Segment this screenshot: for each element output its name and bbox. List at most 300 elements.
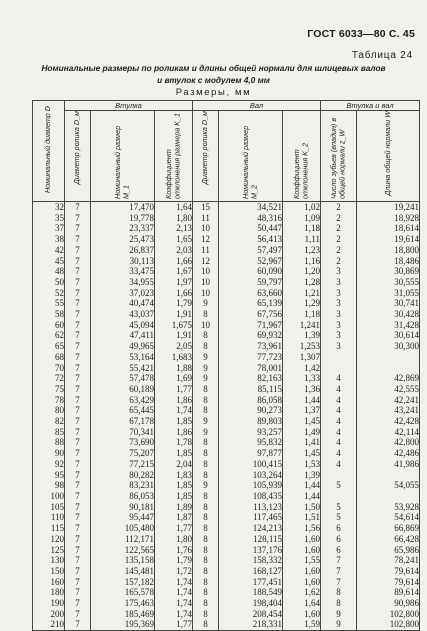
cell-normal-length: 18,486 <box>357 256 420 267</box>
cell-teeth-count: 4 <box>321 459 357 470</box>
cell-nominal-size-bushing: 33,475 <box>91 266 155 277</box>
cell-nominal-size-bushing: 135,158 <box>91 555 155 566</box>
cell-roller-diameter-bushing: 7 <box>65 309 91 320</box>
cell-nominal-size-shaft: 108,435 <box>219 491 283 502</box>
cell-nominal-diameter: 100 <box>33 491 65 502</box>
cell-nominal-diameter: 82 <box>33 416 65 427</box>
cell-coef-shaft: 1,60 <box>283 545 321 556</box>
cell-roller-diameter-shaft: 10 <box>193 320 219 331</box>
cell-roller-diameter-shaft: 8 <box>193 330 219 341</box>
cell-roller-diameter-shaft: 8 <box>193 384 219 395</box>
cell-nominal-diameter: 48 <box>33 266 65 277</box>
cell-nominal-size-shaft: 93,257 <box>219 427 283 438</box>
cell-coef-shaft: 1,20 <box>283 266 321 277</box>
cell-coef-shaft: 1,60 <box>283 534 321 545</box>
cell-nominal-diameter: 95 <box>33 470 65 481</box>
cell-coef-shaft: 1,56 <box>283 523 321 534</box>
cell-coef-shaft: 1,21 <box>283 288 321 299</box>
cell-roller-diameter-shaft: 8 <box>193 341 219 352</box>
cell-roller-diameter-bushing: 7 <box>65 577 91 588</box>
cell-nominal-size-bushing: 49,965 <box>91 341 155 352</box>
cell-teeth-count: 3 <box>321 298 357 309</box>
cell-coef-shaft: 1,55 <box>283 555 321 566</box>
cell-roller-diameter-bushing: 7 <box>65 470 91 481</box>
cell-roller-diameter-shaft: 11 <box>193 245 219 256</box>
cell-roller-diameter-shaft: 9 <box>193 298 219 309</box>
cell-roller-diameter-bushing: 7 <box>65 480 91 491</box>
cell-coef-bushing: 1,79 <box>155 298 193 309</box>
cell-coef-bushing: 1,78 <box>155 437 193 448</box>
cell-coef-shaft: 1,28 <box>283 277 321 288</box>
cell-normal-length: 79,614 <box>357 566 420 577</box>
cell-roller-diameter-shaft: 8 <box>193 470 219 481</box>
cell-nominal-size-bushing: 57,478 <box>91 373 155 384</box>
cell-coef-shaft: 1,18 <box>283 309 321 320</box>
cell-teeth-count: 5 <box>321 512 357 523</box>
cell-roller-diameter-shaft: 8 <box>193 619 219 630</box>
cell-coef-shaft: 1,02 <box>283 202 321 213</box>
cell-nominal-size-shaft: 103,264 <box>219 470 283 481</box>
cell-normal-length: 31,428 <box>357 320 420 331</box>
cell-normal-length: 30,428 <box>357 309 420 320</box>
cell-coef-bushing: 1,77 <box>155 523 193 534</box>
cell-normal-length: 30,741 <box>357 298 420 309</box>
table-row <box>33 223 420 234</box>
cell-roller-diameter-bushing: 7 <box>65 341 91 352</box>
cell-normal-length: 19,241 <box>357 202 420 213</box>
cell-roller-diameter-bushing: 7 <box>65 373 91 384</box>
cell-nominal-size-bushing: 26,837 <box>91 245 155 256</box>
cell-coef-bushing: 1,66 <box>155 256 193 267</box>
cell-normal-length: 78,241 <box>357 555 420 566</box>
cell-coef-bushing: 1,89 <box>155 502 193 513</box>
cell-coef-shaft: 1,29 <box>283 298 321 309</box>
cell-nominal-size-shaft: 63,660 <box>219 288 283 299</box>
cell-roller-diameter-bushing: 7 <box>65 523 91 534</box>
cell-roller-diameter-bushing: 7 <box>65 256 91 267</box>
cell-teeth-count: 9 <box>321 609 357 620</box>
cell-normal-length: 18,928 <box>357 213 420 224</box>
cell-teeth-count: 3 <box>321 330 357 341</box>
cell-teeth-count: 2 <box>321 234 357 245</box>
cell-normal-length: 102,800 <box>357 609 420 620</box>
table-body <box>33 202 420 631</box>
cell-teeth-count <box>321 491 357 502</box>
table-row <box>33 373 420 384</box>
cell-coef-shaft: 1,36 <box>283 384 321 395</box>
cell-nominal-size-shaft: 168,127 <box>219 566 283 577</box>
cell-normal-length <box>357 470 420 481</box>
cell-coef-shaft: 1,49 <box>283 427 321 438</box>
table-row <box>33 480 420 491</box>
cell-nominal-diameter: 37 <box>33 223 65 234</box>
page-header: ГОСТ 6033—80 С. 45 <box>307 28 415 40</box>
cell-normal-length: 89,614 <box>357 587 420 598</box>
cell-normal-length <box>357 352 420 363</box>
cell-normal-length: 30,614 <box>357 330 420 341</box>
table-row <box>33 534 420 545</box>
cell-normal-length: 54,055 <box>357 480 420 491</box>
cell-nominal-diameter: 105 <box>33 502 65 513</box>
cell-roller-diameter-shaft: 8 <box>193 395 219 406</box>
cell-coef-bushing: 1,76 <box>155 545 193 556</box>
cell-nominal-size-bushing: 37,023 <box>91 288 155 299</box>
cell-nominal-size-bushing: 40,474 <box>91 298 155 309</box>
cell-nominal-size-bushing: 175,463 <box>91 598 155 609</box>
cell-roller-diameter-bushing: 7 <box>65 320 91 331</box>
cell-coef-bushing: 1,675 <box>155 320 193 331</box>
table-row <box>33 619 420 630</box>
cell-coef-shaft: 1,16 <box>283 256 321 267</box>
cell-nominal-size-shaft: 158,332 <box>219 555 283 566</box>
cell-coef-shaft: 1,18 <box>283 223 321 234</box>
cell-nominal-size-shaft: 177,451 <box>219 577 283 588</box>
header-coef-bushing: Коэффициент отклонения размера K_1 <box>155 111 193 202</box>
cell-teeth-count: 2 <box>321 256 357 267</box>
table-row <box>33 277 420 288</box>
cell-nominal-size-shaft: 90,273 <box>219 405 283 416</box>
cell-nominal-size-shaft: 86,058 <box>219 395 283 406</box>
cell-roller-diameter-bushing: 7 <box>65 288 91 299</box>
header-nominal-size-shaft: Номинальный размер M_2 <box>219 111 283 202</box>
cell-coef-bushing: 1,74 <box>155 577 193 588</box>
cell-coef-shaft: 1,253 <box>283 341 321 352</box>
cell-nominal-diameter: 42 <box>33 245 65 256</box>
cell-normal-length: 41,986 <box>357 459 420 470</box>
cell-roller-diameter-bushing: 7 <box>65 555 91 566</box>
cell-nominal-diameter: 110 <box>33 512 65 523</box>
cell-coef-bushing: 1,88 <box>155 363 193 374</box>
cell-nominal-diameter: 115 <box>33 523 65 534</box>
cell-roller-diameter-shaft: 15 <box>193 202 219 213</box>
cell-nominal-size-shaft: 56,413 <box>219 234 283 245</box>
cell-coef-bushing: 1,85 <box>155 448 193 459</box>
cell-nominal-size-bushing: 60,189 <box>91 384 155 395</box>
cell-roller-diameter-shaft: 8 <box>193 545 219 556</box>
cell-teeth-count: 7 <box>321 577 357 588</box>
cell-roller-diameter-shaft: 10 <box>193 266 219 277</box>
cell-teeth-count: 3 <box>321 341 357 352</box>
cell-nominal-diameter: 70 <box>33 363 65 374</box>
table-row <box>33 395 420 406</box>
cell-nominal-size-bushing: 55,421 <box>91 363 155 374</box>
table-row <box>33 234 420 245</box>
cell-nominal-diameter: 52 <box>33 288 65 299</box>
cell-roller-diameter-shaft: 9 <box>193 427 219 438</box>
table-row <box>33 598 420 609</box>
cell-nominal-size-shaft: 113,123 <box>219 502 283 513</box>
cell-nominal-size-bushing: 73,690 <box>91 437 155 448</box>
cell-roller-diameter-bushing: 7 <box>65 277 91 288</box>
cell-coef-bushing: 1,83 <box>155 470 193 481</box>
table-row <box>33 609 420 620</box>
cell-roller-diameter-shaft: 8 <box>193 523 219 534</box>
table-row <box>33 309 420 320</box>
cell-nominal-size-bushing: 90,181 <box>91 502 155 513</box>
cell-nominal-size-shaft: 67,756 <box>219 309 283 320</box>
cell-normal-length: 18,800 <box>357 245 420 256</box>
cell-nominal-diameter: 62 <box>33 330 65 341</box>
cell-coef-bushing: 1,91 <box>155 309 193 320</box>
cell-nominal-size-bushing: 185,469 <box>91 609 155 620</box>
cell-roller-diameter-bushing: 7 <box>65 352 91 363</box>
cell-roller-diameter-shaft: 9 <box>193 363 219 374</box>
cell-coef-shaft: 1,64 <box>283 598 321 609</box>
cell-roller-diameter-shaft: 8 <box>193 598 219 609</box>
cell-roller-diameter-shaft: 9 <box>193 480 219 491</box>
cell-nominal-size-bushing: 83,231 <box>91 480 155 491</box>
cell-nominal-size-shaft: 73,961 <box>219 341 283 352</box>
cell-roller-diameter-bushing: 7 <box>65 416 91 427</box>
cell-nominal-diameter: 150 <box>33 566 65 577</box>
cell-nominal-size-bushing: 95,447 <box>91 512 155 523</box>
cell-roller-diameter-shaft: 10 <box>193 223 219 234</box>
cell-coef-shaft: 1,62 <box>283 587 321 598</box>
cell-nominal-diameter: 55 <box>33 298 65 309</box>
cell-coef-bushing: 1,64 <box>155 202 193 213</box>
table-caption <box>8 62 419 86</box>
cell-coef-shaft: 1,11 <box>283 234 321 245</box>
cell-coef-shaft: 1,51 <box>283 512 321 523</box>
table-row <box>33 363 420 374</box>
cell-nominal-size-bushing: 75,207 <box>91 448 155 459</box>
cell-coef-shaft: 1,44 <box>283 395 321 406</box>
cell-coef-shaft: 1,42 <box>283 363 321 374</box>
cell-roller-diameter-bushing: 7 <box>65 384 91 395</box>
cell-nominal-diameter: 58 <box>33 309 65 320</box>
cell-teeth-count: 6 <box>321 534 357 545</box>
cell-coef-bushing: 1,65 <box>155 234 193 245</box>
cell-normal-length: 79,614 <box>357 577 420 588</box>
table-row <box>33 405 420 416</box>
cell-nominal-size-shaft: 198,404 <box>219 598 283 609</box>
cell-roller-diameter-shaft: 8 <box>193 587 219 598</box>
cell-teeth-count: 4 <box>321 448 357 459</box>
cell-roller-diameter-bushing: 7 <box>65 330 91 341</box>
cell-normal-length: 42,428 <box>357 416 420 427</box>
cell-nominal-size-bushing: 45,094 <box>91 320 155 331</box>
cell-coef-shaft: 1,53 <box>283 459 321 470</box>
cell-nominal-size-shaft: 48,316 <box>219 213 283 224</box>
table-row <box>33 491 420 502</box>
cell-coef-bushing: 1,74 <box>155 587 193 598</box>
cell-teeth-count: 4 <box>321 405 357 416</box>
table-row <box>33 502 420 513</box>
cell-roller-diameter-shaft: 8 <box>193 448 219 459</box>
cell-teeth-count: 8 <box>321 598 357 609</box>
cell-nominal-size-shaft: 218,331 <box>219 619 283 630</box>
cell-coef-bushing: 1,77 <box>155 619 193 630</box>
cell-nominal-diameter: 72 <box>33 373 65 384</box>
cell-teeth-count: 4 <box>321 416 357 427</box>
cell-roller-diameter-bushing: 7 <box>65 298 91 309</box>
cell-coef-shaft: 1,60 <box>283 566 321 577</box>
cell-nominal-diameter: 98 <box>33 480 65 491</box>
cell-nominal-diameter: 200 <box>33 609 65 620</box>
cell-coef-bushing: 1,77 <box>155 384 193 395</box>
cell-coef-shaft: 1,44 <box>283 480 321 491</box>
cell-nominal-diameter: 180 <box>33 587 65 598</box>
cell-normal-length: 42,800 <box>357 437 420 448</box>
table-row <box>33 587 420 598</box>
cell-nominal-size-bushing: 47,411 <box>91 330 155 341</box>
cell-coef-bushing: 2,13 <box>155 223 193 234</box>
cell-normal-length: 102,800 <box>357 619 420 630</box>
cell-teeth-count: 9 <box>321 619 357 630</box>
cell-coef-bushing: 1,74 <box>155 405 193 416</box>
cell-teeth-count: 4 <box>321 373 357 384</box>
cell-coef-bushing: 2,03 <box>155 245 193 256</box>
cell-coef-bushing: 1,80 <box>155 213 193 224</box>
cell-nominal-size-shaft: 82,163 <box>219 373 283 384</box>
cell-nominal-size-shaft: 124,213 <box>219 523 283 534</box>
cell-nominal-size-bushing: 195,369 <box>91 619 155 630</box>
cell-teeth-count: 6 <box>321 523 357 534</box>
cell-nominal-size-bushing: 67,178 <box>91 416 155 427</box>
cell-coef-shaft: 1,45 <box>283 416 321 427</box>
cell-coef-shaft: 1,50 <box>283 502 321 513</box>
cell-roller-diameter-shaft: 10 <box>193 277 219 288</box>
cell-nominal-size-shaft: 128,115 <box>219 534 283 545</box>
cell-coef-bushing: 1,85 <box>155 416 193 427</box>
table-row <box>33 288 420 299</box>
cell-teeth-count: 2 <box>321 213 357 224</box>
cell-roller-diameter-bushing: 7 <box>65 448 91 459</box>
table-row <box>33 577 420 588</box>
cell-nominal-diameter: 80 <box>33 405 65 416</box>
cell-teeth-count: 8 <box>321 587 357 598</box>
cell-roller-diameter-bushing: 7 <box>65 363 91 374</box>
table-label: Таблица 24 <box>351 50 413 61</box>
units-label: Размеры, мм <box>175 87 252 98</box>
cell-nominal-diameter: 190 <box>33 598 65 609</box>
cell-coef-bushing: 1,683 <box>155 352 193 363</box>
cell-nominal-size-shaft: 188,549 <box>219 587 283 598</box>
cell-roller-diameter-bushing: 7 <box>65 598 91 609</box>
cell-nominal-size-shaft: 60,090 <box>219 266 283 277</box>
cell-nominal-size-shaft: 117,465 <box>219 512 283 523</box>
cell-roller-diameter-bushing: 7 <box>65 587 91 598</box>
cell-normal-length: 42,114 <box>357 427 420 438</box>
cell-coef-shaft: 1,45 <box>283 448 321 459</box>
cell-teeth-count: 7 <box>321 555 357 566</box>
table-row <box>33 384 420 395</box>
cell-normal-length: 65,986 <box>357 545 420 556</box>
cell-roller-diameter-bushing: 7 <box>65 512 91 523</box>
cell-nominal-size-shaft: 34,521 <box>219 202 283 213</box>
table-row <box>33 213 420 224</box>
cell-coef-shaft: 1,307 <box>283 352 321 363</box>
cell-roller-diameter-bushing: 7 <box>65 266 91 277</box>
cell-normal-length: 42,869 <box>357 373 420 384</box>
cell-roller-diameter-shaft: 9 <box>193 373 219 384</box>
cell-roller-diameter-bushing: 7 <box>65 609 91 620</box>
cell-coef-shaft: 1,09 <box>283 213 321 224</box>
cell-nominal-diameter: 120 <box>33 534 65 545</box>
cell-nominal-size-shaft: 89,803 <box>219 416 283 427</box>
cell-roller-diameter-bushing: 7 <box>65 566 91 577</box>
cell-coef-shaft: 1,41 <box>283 437 321 448</box>
caption-line-2: и втулок с модулем 4,0 мм <box>157 75 270 85</box>
cell-roller-diameter-shaft: 11 <box>193 213 219 224</box>
cell-nominal-size-bushing: 105,480 <box>91 523 155 534</box>
cell-roller-diameter-shaft: 8 <box>193 309 219 320</box>
cell-teeth-count: 3 <box>321 266 357 277</box>
cell-roller-diameter-bushing: 7 <box>65 202 91 213</box>
cell-normal-length: 53,928 <box>357 502 420 513</box>
cell-teeth-count: 4 <box>321 395 357 406</box>
cell-normal-length: 66,869 <box>357 523 420 534</box>
cell-coef-bushing: 1,74 <box>155 598 193 609</box>
cell-roller-diameter-bushing: 7 <box>65 213 91 224</box>
cell-teeth-count: 3 <box>321 320 357 331</box>
cell-coef-bushing: 1,74 <box>155 609 193 620</box>
table-row <box>33 555 420 566</box>
cell-nominal-size-shaft: 65,139 <box>219 298 283 309</box>
caption-line-1: Номинальные размеры по роликам и длины общей нормали для шлицевых валов <box>41 63 386 73</box>
header-coef-shaft: Коэффициент отклонения K_2 <box>283 111 321 202</box>
table-row <box>33 330 420 341</box>
cell-coef-shaft: 1,59 <box>283 619 321 630</box>
cell-coef-bushing: 1,69 <box>155 373 193 384</box>
cell-nominal-diameter: 88 <box>33 437 65 448</box>
cell-roller-diameter-shaft: 8 <box>193 405 219 416</box>
cell-teeth-count: 5 <box>321 480 357 491</box>
cell-nominal-size-bushing: 80,282 <box>91 470 155 481</box>
cell-nominal-size-shaft: 208,454 <box>219 609 283 620</box>
cell-coef-shaft: 1,39 <box>283 470 321 481</box>
cell-roller-diameter-shaft: 8 <box>193 534 219 545</box>
cell-nominal-size-shaft: 57,497 <box>219 245 283 256</box>
table-row <box>33 459 420 470</box>
cell-coef-shaft: 1,44 <box>283 491 321 502</box>
cell-normal-length <box>357 491 420 502</box>
cell-nominal-size-shaft: 59,797 <box>219 277 283 288</box>
table-row <box>33 545 420 556</box>
table-row <box>33 566 420 577</box>
cell-nominal-size-bushing: 112,171 <box>91 534 155 545</box>
cell-normal-length: 90,986 <box>357 598 420 609</box>
header-normal-length: Длина общей нормали W <box>357 111 420 202</box>
cell-roller-diameter-shaft: 8 <box>193 577 219 588</box>
cell-nominal-diameter: 35 <box>33 213 65 224</box>
cell-normal-length: 66,428 <box>357 534 420 545</box>
cell-normal-length: 42,486 <box>357 448 420 459</box>
cell-nominal-diameter: 32 <box>33 202 65 213</box>
cell-roller-diameter-shaft: 8 <box>193 555 219 566</box>
cell-nominal-size-bushing: 122,565 <box>91 545 155 556</box>
cell-nominal-diameter: 68 <box>33 352 65 363</box>
cell-coef-bushing: 1,85 <box>155 491 193 502</box>
cell-nominal-size-bushing: 30,113 <box>91 256 155 267</box>
cell-nominal-diameter: 210 <box>33 619 65 630</box>
cell-nominal-diameter: 45 <box>33 256 65 267</box>
cell-coef-bushing: 1,97 <box>155 277 193 288</box>
cell-teeth-count: 4 <box>321 427 357 438</box>
cell-coef-bushing: 1,86 <box>155 427 193 438</box>
cell-roller-diameter-bushing: 7 <box>65 427 91 438</box>
cell-nominal-size-shaft: 50,447 <box>219 223 283 234</box>
table-row <box>33 245 420 256</box>
table-row <box>33 202 420 213</box>
cell-roller-diameter-shaft: 8 <box>193 512 219 523</box>
cell-nominal-size-bushing: 34,955 <box>91 277 155 288</box>
cell-roller-diameter-bushing: 7 <box>65 502 91 513</box>
cell-roller-diameter-bushing: 7 <box>65 395 91 406</box>
cell-coef-bushing: 1,87 <box>155 512 193 523</box>
cell-roller-diameter-bushing: 7 <box>65 405 91 416</box>
header-nominal-diameter: Номинальный диаметр D <box>33 101 65 202</box>
